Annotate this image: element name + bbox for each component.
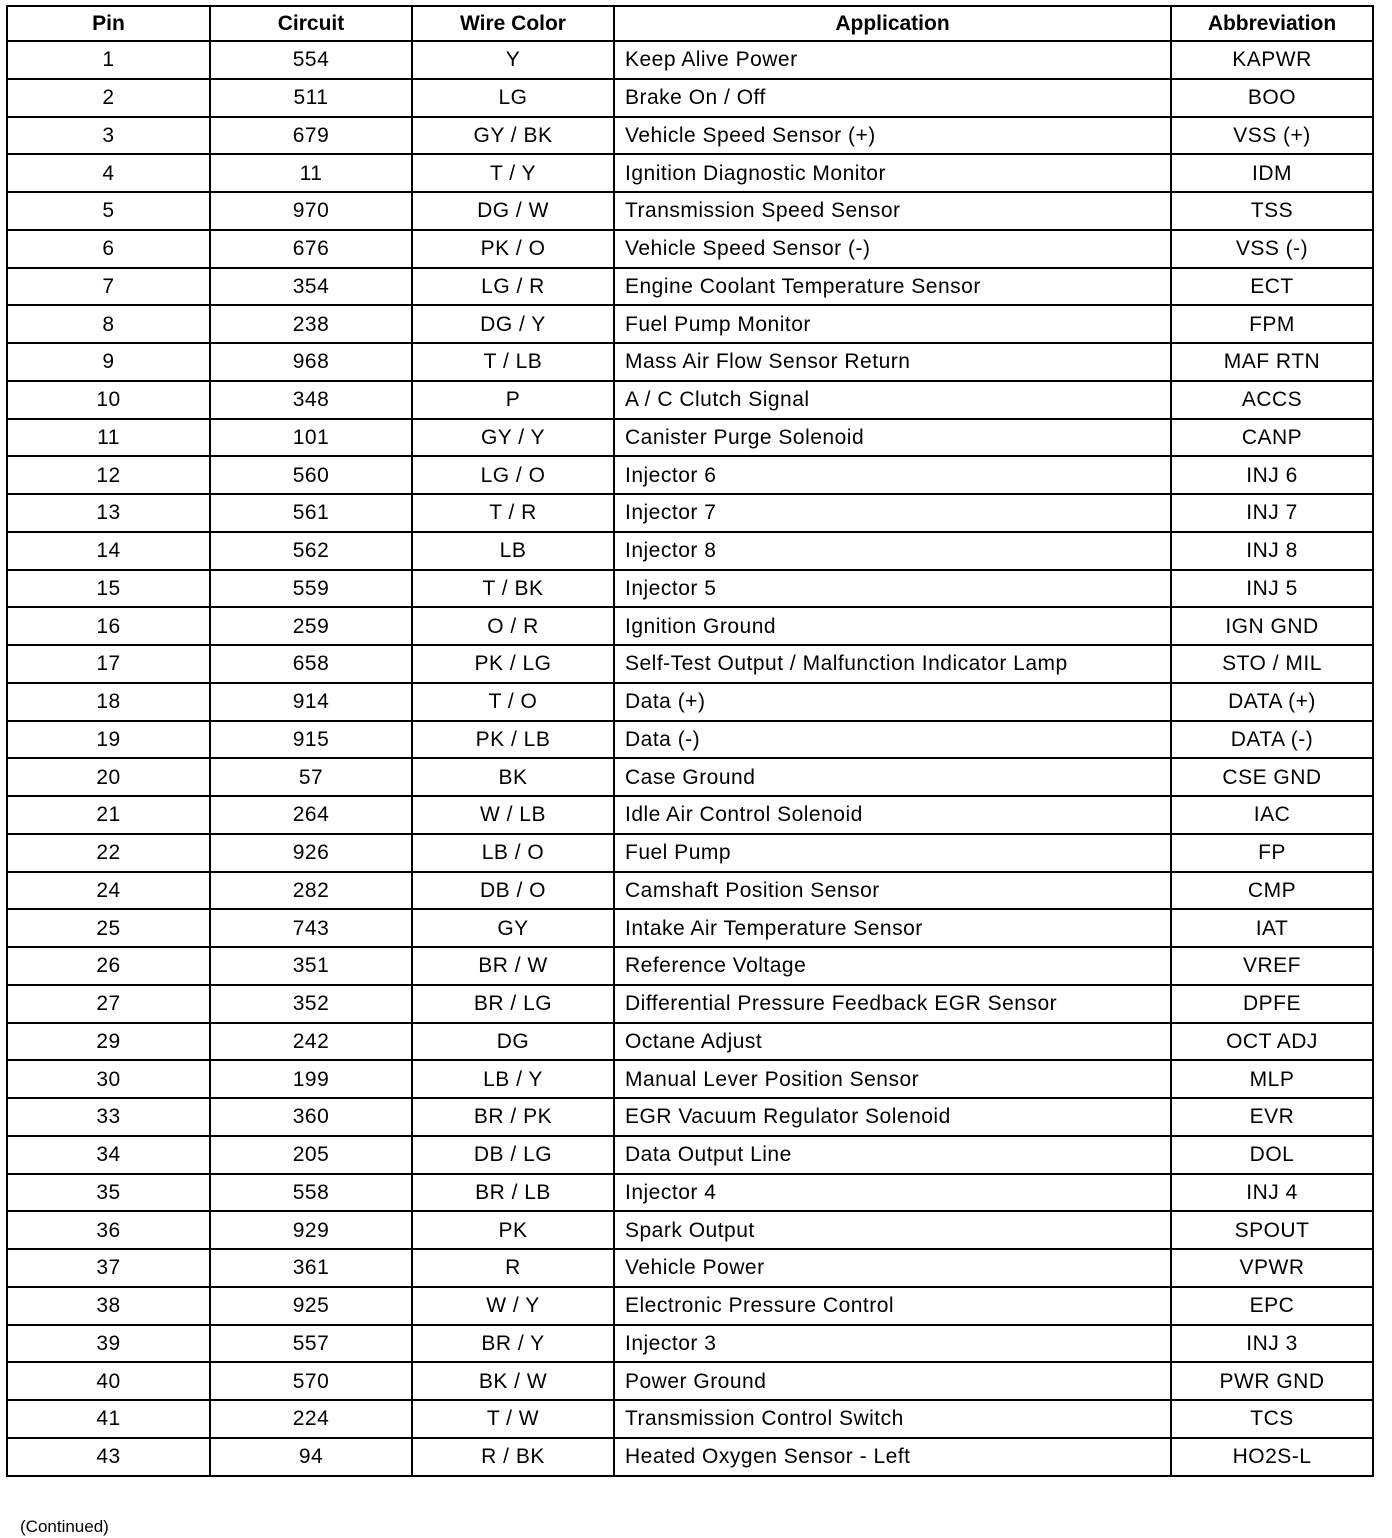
pin-cell: 25 [7,909,210,947]
table-body [7,41,1373,1476]
table-row [7,230,1373,268]
application-cell: Fuel Pump [614,834,1171,872]
table-row [7,381,1373,419]
application-cell: Manual Lever Position Sensor [614,1060,1171,1098]
abbreviation-cell: VSS (-) [1171,230,1373,268]
circuit-cell: 101 [210,419,412,457]
circuit-cell: 242 [210,1023,412,1061]
pin-cell: 29 [7,1023,210,1061]
circuit-cell: 354 [210,268,412,306]
pin-cell: 17 [7,645,210,683]
pin-cell: 9 [7,343,210,381]
pin-cell: 36 [7,1211,210,1249]
application-cell: Electronic Pressure Control [614,1287,1171,1325]
pin-cell: 4 [7,154,210,192]
abbreviation-cell: IAT [1171,909,1373,947]
wire-color-cell: BR / LB [412,1174,614,1212]
application-cell: A / C Clutch Signal [614,381,1171,419]
circuit-cell: 352 [210,985,412,1023]
table-row [7,570,1373,608]
table-row [7,1438,1373,1476]
pin-cell: 6 [7,230,210,268]
pin-cell: 15 [7,570,210,608]
application-cell: EGR Vacuum Regulator Solenoid [614,1098,1171,1136]
circuit-cell: 560 [210,456,412,494]
wire-color-cell: T / BK [412,570,614,608]
wire-color-cell: LB / Y [412,1060,614,1098]
pin-cell: 3 [7,117,210,155]
application-cell: Mass Air Flow Sensor Return [614,343,1171,381]
application-cell: Injector 4 [614,1174,1171,1212]
abbreviation-cell: DOL [1171,1136,1373,1174]
abbreviation-cell: CANP [1171,419,1373,457]
abbreviation-cell: BOO [1171,79,1373,117]
pin-cell: 7 [7,268,210,306]
pin-cell: 35 [7,1174,210,1212]
header-abbreviation: Abbreviation [1171,6,1373,41]
circuit-cell: 351 [210,947,412,985]
wire-color-cell: BR / Y [412,1325,614,1363]
circuit-cell: 658 [210,645,412,683]
pin-cell: 26 [7,947,210,985]
abbreviation-cell: FP [1171,834,1373,872]
table-row [7,1136,1373,1174]
circuit-cell: 259 [210,607,412,645]
wire-color-cell: DG [412,1023,614,1061]
pin-cell: 43 [7,1438,210,1476]
header-wire-color: Wire Color [412,6,614,41]
wire-color-cell: T / O [412,683,614,721]
pin-cell: 41 [7,1400,210,1438]
table-row [7,1023,1373,1061]
wire-color-cell: BR / W [412,947,614,985]
abbreviation-cell: TSS [1171,192,1373,230]
abbreviation-cell: MLP [1171,1060,1373,1098]
table-row [7,532,1373,570]
circuit-cell: 205 [210,1136,412,1174]
abbreviation-cell: PWR GND [1171,1362,1373,1400]
pin-cell: 18 [7,683,210,721]
application-cell: Engine Coolant Temperature Sensor [614,268,1171,306]
wire-color-cell: BK [412,758,614,796]
wire-color-cell: GY [412,909,614,947]
wire-color-cell: DG / Y [412,305,614,343]
circuit-cell: 11 [210,154,412,192]
abbreviation-cell: INJ 5 [1171,570,1373,608]
pin-cell: 10 [7,381,210,419]
pin-cell: 20 [7,758,210,796]
application-cell: Injector 5 [614,570,1171,608]
abbreviation-cell: HO2S-L [1171,1438,1373,1476]
pin-cell: 5 [7,192,210,230]
pin-cell: 30 [7,1060,210,1098]
wire-color-cell: LG [412,79,614,117]
abbreviation-cell: VSS (+) [1171,117,1373,155]
wire-color-cell: LG / O [412,456,614,494]
wire-color-cell: P [412,381,614,419]
application-cell: Heated Oxygen Sensor - Left [614,1438,1171,1476]
application-cell: Case Ground [614,758,1171,796]
abbreviation-cell: KAPWR [1171,41,1373,79]
application-cell: Injector 6 [614,456,1171,494]
circuit-cell: 282 [210,872,412,910]
wire-color-cell: LB [412,532,614,570]
application-cell: Injector 3 [614,1325,1171,1363]
circuit-cell: 224 [210,1400,412,1438]
pin-cell: 2 [7,79,210,117]
application-cell: Injector 8 [614,532,1171,570]
abbreviation-cell: IAC [1171,796,1373,834]
abbreviation-cell: INJ 3 [1171,1325,1373,1363]
table-row [7,79,1373,117]
application-cell: Transmission Speed Sensor [614,192,1171,230]
application-cell: Ignition Ground [614,607,1171,645]
table-row [7,419,1373,457]
circuit-cell: 925 [210,1287,412,1325]
wire-color-cell: BK / W [412,1362,614,1400]
pin-cell: 27 [7,985,210,1023]
circuit-cell: 561 [210,494,412,532]
application-cell: Ignition Diagnostic Monitor [614,154,1171,192]
circuit-cell: 562 [210,532,412,570]
circuit-cell: 929 [210,1211,412,1249]
abbreviation-cell: INJ 4 [1171,1174,1373,1212]
application-cell: Canister Purge Solenoid [614,419,1171,457]
pin-cell: 33 [7,1098,210,1136]
circuit-cell: 558 [210,1174,412,1212]
wire-color-cell: LG / R [412,268,614,306]
circuit-cell: 557 [210,1325,412,1363]
table-row [7,1362,1373,1400]
abbreviation-cell: DPFE [1171,985,1373,1023]
pin-cell: 1 [7,41,210,79]
wire-color-cell: W / LB [412,796,614,834]
abbreviation-cell: INJ 7 [1171,494,1373,532]
pin-cell: 19 [7,721,210,759]
wire-color-cell: BR / PK [412,1098,614,1136]
table-row [7,872,1373,910]
table-row [7,268,1373,306]
abbreviation-cell: MAF RTN [1171,343,1373,381]
wire-color-cell: GY / BK [412,117,614,155]
table-row [7,1098,1373,1136]
circuit-cell: 554 [210,41,412,79]
table-header [7,6,1373,41]
pin-cell: 16 [7,607,210,645]
application-cell: Self-Test Output / Malfunction Indicator Lamp [614,645,1171,683]
wire-color-cell: T / R [412,494,614,532]
table-row [7,909,1373,947]
circuit-cell: 199 [210,1060,412,1098]
wire-color-cell: R [412,1249,614,1287]
header-row [7,6,1373,41]
pin-cell: 39 [7,1325,210,1363]
circuit-cell: 264 [210,796,412,834]
table-row [7,41,1373,79]
abbreviation-cell: OCT ADJ [1171,1023,1373,1061]
application-cell: Vehicle Speed Sensor (+) [614,117,1171,155]
abbreviation-cell: CMP [1171,872,1373,910]
application-cell: Idle Air Control Solenoid [614,796,1171,834]
wire-color-cell: T / LB [412,343,614,381]
circuit-cell: 743 [210,909,412,947]
pin-cell: 14 [7,532,210,570]
abbreviation-cell: ACCS [1171,381,1373,419]
wire-color-cell: DG / W [412,192,614,230]
application-cell: Keep Alive Power [614,41,1171,79]
circuit-cell: 360 [210,1098,412,1136]
pin-cell: 24 [7,872,210,910]
application-cell: Fuel Pump Monitor [614,305,1171,343]
pin-cell: 13 [7,494,210,532]
application-cell: Vehicle Speed Sensor (-) [614,230,1171,268]
table-row [7,645,1373,683]
application-cell: Vehicle Power [614,1249,1171,1287]
pin-cell: 40 [7,1362,210,1400]
table-row [7,305,1373,343]
circuit-cell: 968 [210,343,412,381]
pin-cell: 22 [7,834,210,872]
wire-color-cell: Y [412,41,614,79]
pin-cell: 12 [7,456,210,494]
pin-circuit-table [6,5,1374,1477]
abbreviation-cell: FPM [1171,305,1373,343]
circuit-cell: 559 [210,570,412,608]
application-cell: Data (+) [614,683,1171,721]
abbreviation-cell: ECT [1171,268,1373,306]
table-row [7,1400,1373,1438]
wire-color-cell: W / Y [412,1287,614,1325]
table-row [7,494,1373,532]
wire-color-cell: PK / LG [412,645,614,683]
table-row [7,154,1373,192]
application-cell: Spark Output [614,1211,1171,1249]
header-pin: Pin [7,6,210,41]
pin-cell: 38 [7,1287,210,1325]
abbreviation-cell: SPOUT [1171,1211,1373,1249]
table-row [7,1211,1373,1249]
table-row [7,343,1373,381]
abbreviation-cell: IDM [1171,154,1373,192]
abbreviation-cell: INJ 8 [1171,532,1373,570]
pin-cell: 11 [7,419,210,457]
table-row [7,1325,1373,1363]
table-row [7,985,1373,1023]
wire-color-cell: T / Y [412,154,614,192]
table-row [7,1287,1373,1325]
circuit-cell: 238 [210,305,412,343]
table-row [7,117,1373,155]
abbreviation-cell: EPC [1171,1287,1373,1325]
wire-color-cell: R / BK [412,1438,614,1476]
table-row [7,683,1373,721]
wire-color-cell: DB / O [412,872,614,910]
table-row [7,607,1373,645]
wire-color-cell: T / W [412,1400,614,1438]
wire-color-cell: GY / Y [412,419,614,457]
table-row [7,192,1373,230]
circuit-cell: 361 [210,1249,412,1287]
pin-cell: 34 [7,1136,210,1174]
table-row [7,721,1373,759]
abbreviation-cell: VREF [1171,947,1373,985]
header-application: Application [614,6,1171,41]
abbreviation-cell: DATA (+) [1171,683,1373,721]
wire-color-cell: O / R [412,607,614,645]
table-row [7,834,1373,872]
table-row [7,1249,1373,1287]
circuit-cell: 915 [210,721,412,759]
circuit-cell: 511 [210,79,412,117]
wire-color-cell: BR / LG [412,985,614,1023]
table-row [7,796,1373,834]
abbreviation-cell: STO / MIL [1171,645,1373,683]
header-circuit: Circuit [210,6,412,41]
wire-color-cell: DB / LG [412,1136,614,1174]
wire-color-cell: PK / O [412,230,614,268]
abbreviation-cell: DATA (-) [1171,721,1373,759]
pin-cell: 37 [7,1249,210,1287]
circuit-cell: 570 [210,1362,412,1400]
application-cell: Data Output Line [614,1136,1171,1174]
circuit-cell: 970 [210,192,412,230]
pin-cell: 8 [7,305,210,343]
application-cell: Intake Air Temperature Sensor [614,909,1171,947]
application-cell: Octane Adjust [614,1023,1171,1061]
abbreviation-cell: IGN GND [1171,607,1373,645]
table-row [7,456,1373,494]
circuit-cell: 94 [210,1438,412,1476]
wire-color-cell: PK / LB [412,721,614,759]
circuit-cell: 914 [210,683,412,721]
table-row [7,1060,1373,1098]
application-cell: Injector 7 [614,494,1171,532]
pin-cell: 21 [7,796,210,834]
application-cell: Power Ground [614,1362,1171,1400]
application-cell: Transmission Control Switch [614,1400,1171,1438]
table-row [7,947,1373,985]
table-row [7,758,1373,796]
table-row [7,1174,1373,1212]
abbreviation-cell: CSE GND [1171,758,1373,796]
wire-color-cell: LB / O [412,834,614,872]
circuit-cell: 348 [210,381,412,419]
application-cell: Data (-) [614,721,1171,759]
application-cell: Differential Pressure Feedback EGR Sensor [614,985,1171,1023]
abbreviation-cell: INJ 6 [1171,456,1373,494]
abbreviation-cell: EVR [1171,1098,1373,1136]
circuit-cell: 676 [210,230,412,268]
circuit-cell: 57 [210,758,412,796]
abbreviation-cell: VPWR [1171,1249,1373,1287]
abbreviation-cell: TCS [1171,1400,1373,1438]
wire-color-cell: PK [412,1211,614,1249]
circuit-cell: 679 [210,117,412,155]
continued-note: (Continued) [20,1517,109,1536]
circuit-cell: 926 [210,834,412,872]
application-cell: Brake On / Off [614,79,1171,117]
application-cell: Camshaft Position Sensor [614,872,1171,910]
application-cell: Reference Voltage [614,947,1171,985]
